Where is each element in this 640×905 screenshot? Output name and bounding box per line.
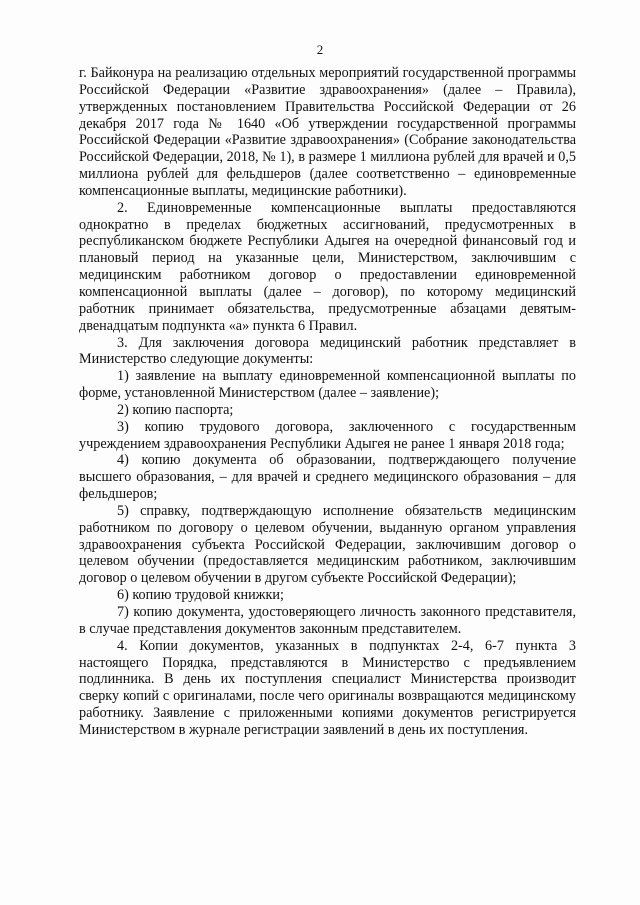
paragraph-item-4: 4. Копии документов, указанных в подпунктах 2-4, 6-7 пункта 3 настоящего Порядка, представляются в Министерство с предъявлением подлинника. В день их поступления специалист Министерства производит сверку копий с оригиналами, после чего оригиналы возвращаются медицинскому работнику. Заявление с приложенными копиями документов регистрируется Министерством в журнале регистрации заявлений в день их поступления. bbox=[79, 637, 576, 738]
page-number: 2 bbox=[316, 42, 324, 57]
subitem-1: 1) заявление на выплату единовременной компенсационной выплаты по форме, установленной Министерством (далее – заявление); bbox=[79, 368, 576, 402]
subitem-4: 4) копию документа об образовании, подтверждающего получение высшего образования, – для врачей и среднего медицинского образования – для фельдшеров; bbox=[79, 452, 576, 503]
paragraph-continuation: г. Байконура на реализацию отдельных мероприятий государственной программы Российской Федерации «Развитие здравоохранения» (далее – Правила), утвержденных постановлением Правительства Российской Федерации от 26 декабря 2017 года № 1640 «Об утверждении государственной программы Российской Федерации «Развитие здравоохранения» (Собрание законодательства Российской Федерации, 2018, № 1), в размере 1 миллиона рублей для врачей и 0,5 миллиона рублей для фельдшеров (далее соответственно – единовременные компенсационные выплаты, медицинские работники). bbox=[79, 65, 576, 199]
subitem-6: 6) копию трудовой книжки; bbox=[117, 587, 284, 604]
subitem-2: 2) копию паспорта; bbox=[117, 401, 234, 418]
paragraph-item-3: 3. Для заключения договора медицинский работник представляет в Министерство следующие документы: bbox=[79, 334, 576, 368]
subitem-7: 7) копию документа, удостоверяющего личность законного представителя, в случае представления документов законным представителем. bbox=[79, 604, 576, 637]
subitem-3: 3) копию трудового договора, заключенного с государственным учреждением здравоохранения Республики Адыгея не ранее 1 января 2018 года; bbox=[79, 418, 576, 452]
paragraph-item-2: 2. Единовременные компенсационные выплаты предоставляются однократно в пределах бюджетных ассигнований, предусмотренных в республиканском бюджете Республики Адыгея на очередной финансовый год и плановый период на указанные цели, Министерством, заключившим с медицинским работником договор о предоставлении единовременной компенсационной выплаты (далее – договор), по которому медицинский работник принимает обязательства, предусмотренные абзацами девятым-двенадцатым подпункта «а» пункта 6 Правил. bbox=[79, 199, 576, 334]
document-body bbox=[79, 65, 576, 739]
subitem-5: 5) справку, подтверждающую исполнение обязательств медицинским работником по договору о целевом обучении, выданную органом управления здравоохранения субъекта Российской Федерации, заключившим договор о целевом обучении (предоставляется медицинским работником, заключившим договор о целевом обучении в другом субъекте Российской Федерации); bbox=[79, 502, 576, 587]
